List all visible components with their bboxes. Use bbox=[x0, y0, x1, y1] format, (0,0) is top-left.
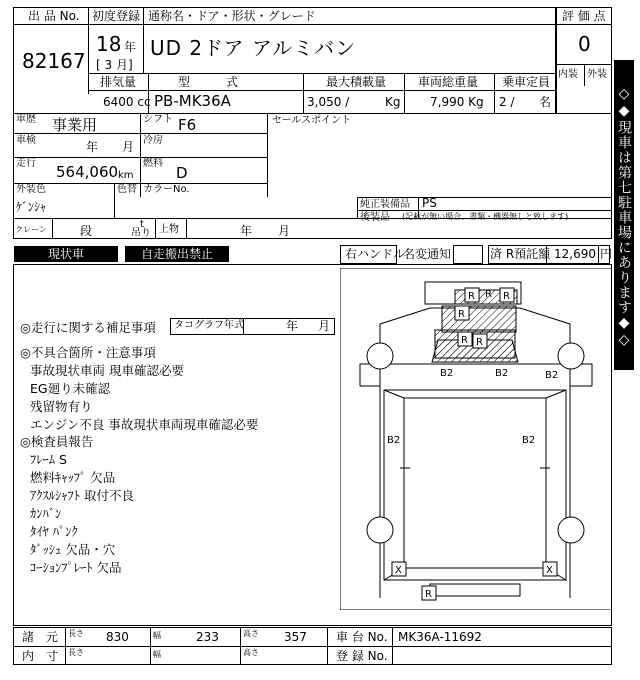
color-value: ｹﾞﾝｼｬ bbox=[16, 200, 47, 214]
divider bbox=[357, 197, 612, 198]
shift-value: F6 bbox=[178, 116, 197, 134]
capacity-value: 3,050 / bbox=[307, 95, 350, 109]
displacement-value: 6400 cc bbox=[103, 95, 151, 109]
aftermarket-note: (記載が無い場合、書類・機器無しと致します) bbox=[402, 212, 569, 221]
mount-year: 年 bbox=[240, 224, 253, 238]
mount-month: 月 bbox=[278, 224, 291, 238]
divider bbox=[13, 24, 88, 25]
lot-number: 82167 bbox=[22, 49, 86, 73]
vehicle-name: UD 2ドア アルミバン bbox=[150, 36, 357, 60]
seats-value: 2 / bbox=[499, 95, 515, 109]
inspector-item: ﾌﾚｰﾑ S bbox=[30, 452, 67, 467]
inner-width-label: 幅 bbox=[153, 650, 161, 659]
tacho-year: 年 bbox=[286, 319, 299, 333]
divider bbox=[404, 73, 405, 113]
tacho-label: タコグラフ年式 bbox=[174, 320, 244, 331]
damage-mark: R bbox=[461, 335, 468, 346]
model-value: PB-MK36A bbox=[154, 92, 231, 110]
mileage-value: 564,060 bbox=[56, 163, 119, 181]
model-label: 型 式 bbox=[178, 75, 243, 89]
inspector-item: ﾀﾞｯｼｭ 欠品・穴 bbox=[30, 542, 116, 557]
divider bbox=[143, 7, 144, 73]
sales-point-label: セールスポイント bbox=[272, 115, 352, 126]
name-change-box bbox=[453, 245, 483, 264]
divider bbox=[52, 218, 53, 239]
divider bbox=[88, 7, 89, 94]
capacity-label: 最大積載量 bbox=[326, 75, 387, 89]
divider bbox=[357, 197, 358, 218]
ac-label: 冷房 bbox=[143, 135, 163, 146]
inspector-title: ◎検査員報告 bbox=[20, 434, 94, 449]
registration-label: 初度登録 bbox=[92, 9, 141, 23]
divider bbox=[327, 627, 328, 665]
defect-item: EG廻り未確認 bbox=[30, 381, 111, 396]
registration-year: 18 bbox=[96, 32, 122, 56]
width-value: 233 bbox=[196, 630, 219, 644]
divider bbox=[88, 90, 556, 91]
shift-label: シフト bbox=[143, 114, 173, 125]
damage-mark: R bbox=[503, 291, 510, 302]
recycle-amount: 12,690 bbox=[554, 247, 596, 261]
driving-notes-title: ◎走行に関する補足事項 bbox=[20, 320, 156, 335]
mileage-unit: km bbox=[118, 170, 134, 181]
exterior-label: 外装 bbox=[587, 69, 607, 80]
mount-label: 上物 bbox=[159, 224, 179, 235]
damage-mark: R bbox=[468, 291, 475, 302]
divider bbox=[13, 646, 612, 647]
inspection-label: 車検 bbox=[16, 135, 36, 146]
as-is-badge: 現状車 bbox=[14, 246, 118, 262]
fuel-value: D bbox=[176, 164, 188, 182]
inspection-year: 年 bbox=[86, 140, 99, 154]
parking-banner: ◇◆現車は第七駐車場にあります◆◇ bbox=[614, 60, 634, 370]
inner-height-label: 高さ bbox=[243, 648, 259, 657]
divider bbox=[88, 73, 556, 74]
inner-length-label: 長さ bbox=[68, 648, 84, 657]
defect-item: 残留物有り bbox=[30, 399, 93, 414]
specs-label: 諸 元 bbox=[22, 630, 59, 644]
registration-year-unit: 年 bbox=[124, 40, 137, 54]
inspector-item: 燃料ｷｬｯﾌﾟ 欠品 bbox=[30, 470, 116, 485]
crane-ton: t bbox=[140, 219, 144, 230]
inspector-item: ｱｸｽﾙｼｬﾌﾄ 取付不良 bbox=[30, 488, 134, 503]
height-value: 357 bbox=[284, 630, 307, 644]
crane-hook: 吊り bbox=[131, 228, 151, 239]
inspector-item: ｺｰｼｮﾝﾌﾟﾚｰﾄ 欠品 bbox=[30, 560, 122, 575]
defect-item: エンジン不良 事故現状車両現車確認必要 bbox=[30, 417, 259, 432]
tacho-month: 月 bbox=[318, 319, 331, 333]
chassis-label: 車 台 No. bbox=[336, 630, 388, 644]
damage-mark: B2 bbox=[545, 370, 559, 381]
divider bbox=[584, 64, 585, 86]
color-label: 外装色 bbox=[16, 184, 46, 195]
divider bbox=[303, 73, 304, 113]
damage-mark: R bbox=[476, 337, 483, 348]
divider bbox=[65, 627, 66, 665]
defect-item: 事故現状車両 現車確認必要 bbox=[30, 363, 184, 378]
vehicle-name-label: 通称名・ドア・形状・グレード bbox=[148, 9, 316, 23]
damage-mark: B2 bbox=[495, 368, 509, 379]
damage-mark: B2 bbox=[522, 435, 536, 446]
seats-unit: 名 bbox=[539, 95, 552, 109]
divider bbox=[598, 245, 599, 264]
divider bbox=[13, 157, 267, 158]
fuel-label: 燃料 bbox=[143, 158, 163, 169]
name-change-label: 名変通知 bbox=[403, 247, 452, 261]
recycle-unit: 円 bbox=[600, 247, 613, 261]
length-value: 830 bbox=[106, 630, 129, 644]
damage-mark: B2 bbox=[440, 368, 454, 379]
divider bbox=[140, 113, 141, 183]
divider bbox=[494, 73, 495, 113]
width-label: 幅 bbox=[153, 631, 161, 640]
damage-mark: R bbox=[485, 289, 492, 300]
divider bbox=[186, 218, 187, 239]
divider bbox=[155, 218, 156, 239]
divider bbox=[150, 627, 151, 665]
divider bbox=[546, 245, 547, 264]
seats-label: 乗車定員 bbox=[502, 75, 551, 89]
registration-month: [ 3 月] bbox=[96, 58, 133, 72]
damage-mark: R bbox=[458, 309, 465, 320]
capacity-unit: Kg bbox=[385, 95, 401, 109]
score-value: 0 bbox=[578, 32, 591, 56]
gross-weight-label: 車両総重量 bbox=[418, 75, 479, 89]
defects-title: ◎不具合箇所・注意事項 bbox=[20, 345, 156, 360]
steering-value: 右ハンドル bbox=[345, 247, 406, 261]
inspector-item: ﾀｲﾔ ﾊﾟﾝｸ bbox=[30, 524, 78, 539]
divider bbox=[267, 113, 268, 197]
displacement-label: 排気量 bbox=[100, 75, 137, 89]
registration-number-label: 登 録 No. bbox=[336, 649, 388, 663]
divider bbox=[392, 627, 393, 665]
crane-label: クレーン bbox=[15, 225, 47, 234]
color-code-label: カラーNo. bbox=[143, 184, 190, 195]
equipment-label: 純正装備品 bbox=[360, 199, 410, 210]
recycle-label: 済 R預託額 bbox=[490, 247, 551, 261]
no-self-drive-badge: 自走搬出禁止 bbox=[125, 246, 229, 262]
inner-dims-label: 内 寸 bbox=[22, 649, 59, 663]
divider bbox=[556, 24, 612, 25]
divider bbox=[114, 183, 115, 218]
divider bbox=[240, 627, 241, 665]
gross-weight-value: 7,990 Kg bbox=[430, 95, 484, 109]
history-label: 車歴 bbox=[16, 114, 36, 125]
damage-mark: X bbox=[546, 565, 553, 576]
divider bbox=[140, 183, 141, 197]
equipment-value: PS bbox=[422, 196, 437, 210]
divider bbox=[88, 24, 556, 25]
interior-label: 内装 bbox=[558, 69, 578, 80]
inspection-month: 月 bbox=[122, 140, 135, 154]
cab-damage bbox=[442, 306, 516, 332]
history-value: 事業用 bbox=[52, 116, 98, 134]
crane-stage: 段 bbox=[80, 224, 93, 238]
height-label: 高さ bbox=[243, 629, 259, 638]
truck-damage-diagram bbox=[340, 268, 612, 610]
lot-label: 出 品 No. bbox=[28, 9, 80, 23]
damage-mark: B2 bbox=[387, 435, 401, 446]
damage-mark: R bbox=[425, 589, 432, 600]
damage-mark: X bbox=[395, 565, 402, 576]
inspector-item: ｶﾝﾊﾞﾝ bbox=[30, 506, 62, 521]
mileage-label: 走行 bbox=[16, 158, 36, 169]
score-label: 評 価 点 bbox=[562, 9, 606, 23]
color-change-label: 色替 bbox=[117, 184, 137, 195]
length-label: 長さ bbox=[68, 629, 84, 638]
chassis-value: MK36A-11692 bbox=[398, 630, 482, 644]
aftermarket-label: 後装品 bbox=[360, 212, 390, 223]
